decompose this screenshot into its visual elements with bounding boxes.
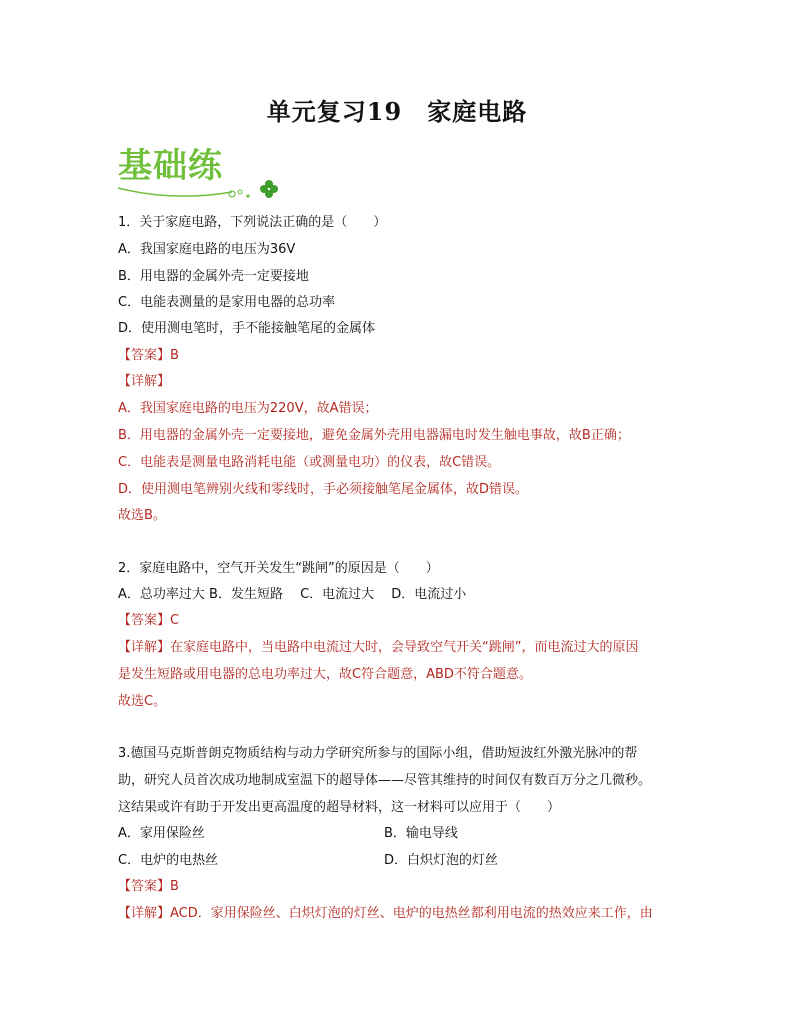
question-1-stem: 1．关于家庭电路，下列说法正确的是（ ）: [118, 215, 387, 230]
explain-text: ACD．家用保险丝、白炽灯泡的灯丝、电炉的电热丝都利用电流的热效应来工作，由: [170, 906, 653, 921]
question-1-conclusion: 故选B。: [118, 508, 166, 523]
question-3-answer: [118, 878, 179, 896]
question-2-stem: 2．家庭电路中，空气开关发生“跳闸”的原因是（ ）: [118, 561, 439, 576]
question-3-option-b: B．输电导线: [384, 826, 458, 841]
question-3-option-d: D．白炽灯泡的灯丝: [384, 853, 499, 868]
section-banner: [118, 146, 223, 186]
section-label: 基础练: [118, 146, 223, 186]
question-3-explain-1: [118, 905, 653, 923]
question-2-options: A．总功率过大 B．发生短路 C．电流过大 D．电流过小: [118, 587, 467, 602]
question-2-explain-1: [118, 639, 639, 657]
question-3-stem-1: 3.德国马克斯普朗克物质结构与动力学研究所参与的国际小组，借助短波红外激光脉冲的帮: [118, 746, 638, 761]
answer-value: B: [170, 879, 179, 894]
question-1-explain-d: D．使用测电笔辨别火线和零线时，手必须接触笔尾金属体，故D错误。: [118, 482, 529, 497]
answer-value: C: [170, 613, 180, 628]
question-1-explain-a: A．我国家庭电路的电压为220V，故A错误；: [118, 401, 378, 416]
explain-text: 在家庭电路中，当电路中电流过大时，会导致空气开关“跳闸”，而电流过大的原因: [170, 640, 639, 655]
explain-tag: 【详解】: [118, 906, 171, 921]
question-1-answer: [118, 347, 179, 365]
explain-tag: 【详解】: [118, 640, 171, 655]
answer-tag: 【答案】: [118, 348, 171, 363]
question-2-explain-2: 是发生短路或用电器的总电功率过大，故C符合题意，ABD不符合题意。: [118, 667, 532, 682]
question-3-stem-2: 助，研究人员首次成功地制成室温下的超导体——尽管其维持的时间仅有数百万分之几微秒。: [118, 773, 652, 788]
question-1-option-a: A．我国家庭电路的电压为36V: [118, 242, 296, 257]
question-1-option-c: C．电能表测量的是家用电器的总功率: [118, 295, 336, 310]
clover-icon: [258, 178, 280, 200]
question-3-option-a: A．家用保险丝: [118, 826, 205, 841]
question-1-option-d: D．使用测电笔时，手不能接触笔尾的金属体: [118, 321, 376, 336]
question-1-explain-tag: 【详解】: [118, 374, 171, 389]
question-3-stem-3: 这结果或许有助于开发出更高温度的超导材料，这一材料可以应用于（ ）: [118, 800, 561, 815]
answer-tag: 【答案】: [118, 879, 171, 894]
question-2-answer: [118, 612, 179, 630]
answer-tag: 【答案】: [118, 613, 171, 628]
question-1-explain-b: B．用电器的金属外壳一定要接地，避免金属外壳用电器漏电时发生触电事故，故B正确；: [118, 428, 630, 443]
question-1-explain-c: C．电能表是测量电路消耗电能（或测量电功）的仪表，故C错误。: [118, 455, 501, 470]
question-1-option-b: B．用电器的金属外壳一定要接地: [118, 269, 309, 284]
answer-value: B: [170, 348, 179, 363]
page-title: 单元复习19 家庭电路: [266, 97, 528, 126]
question-2-conclusion: 故选C。: [118, 694, 167, 709]
question-3-option-c: C．电炉的电热丝: [118, 853, 219, 868]
